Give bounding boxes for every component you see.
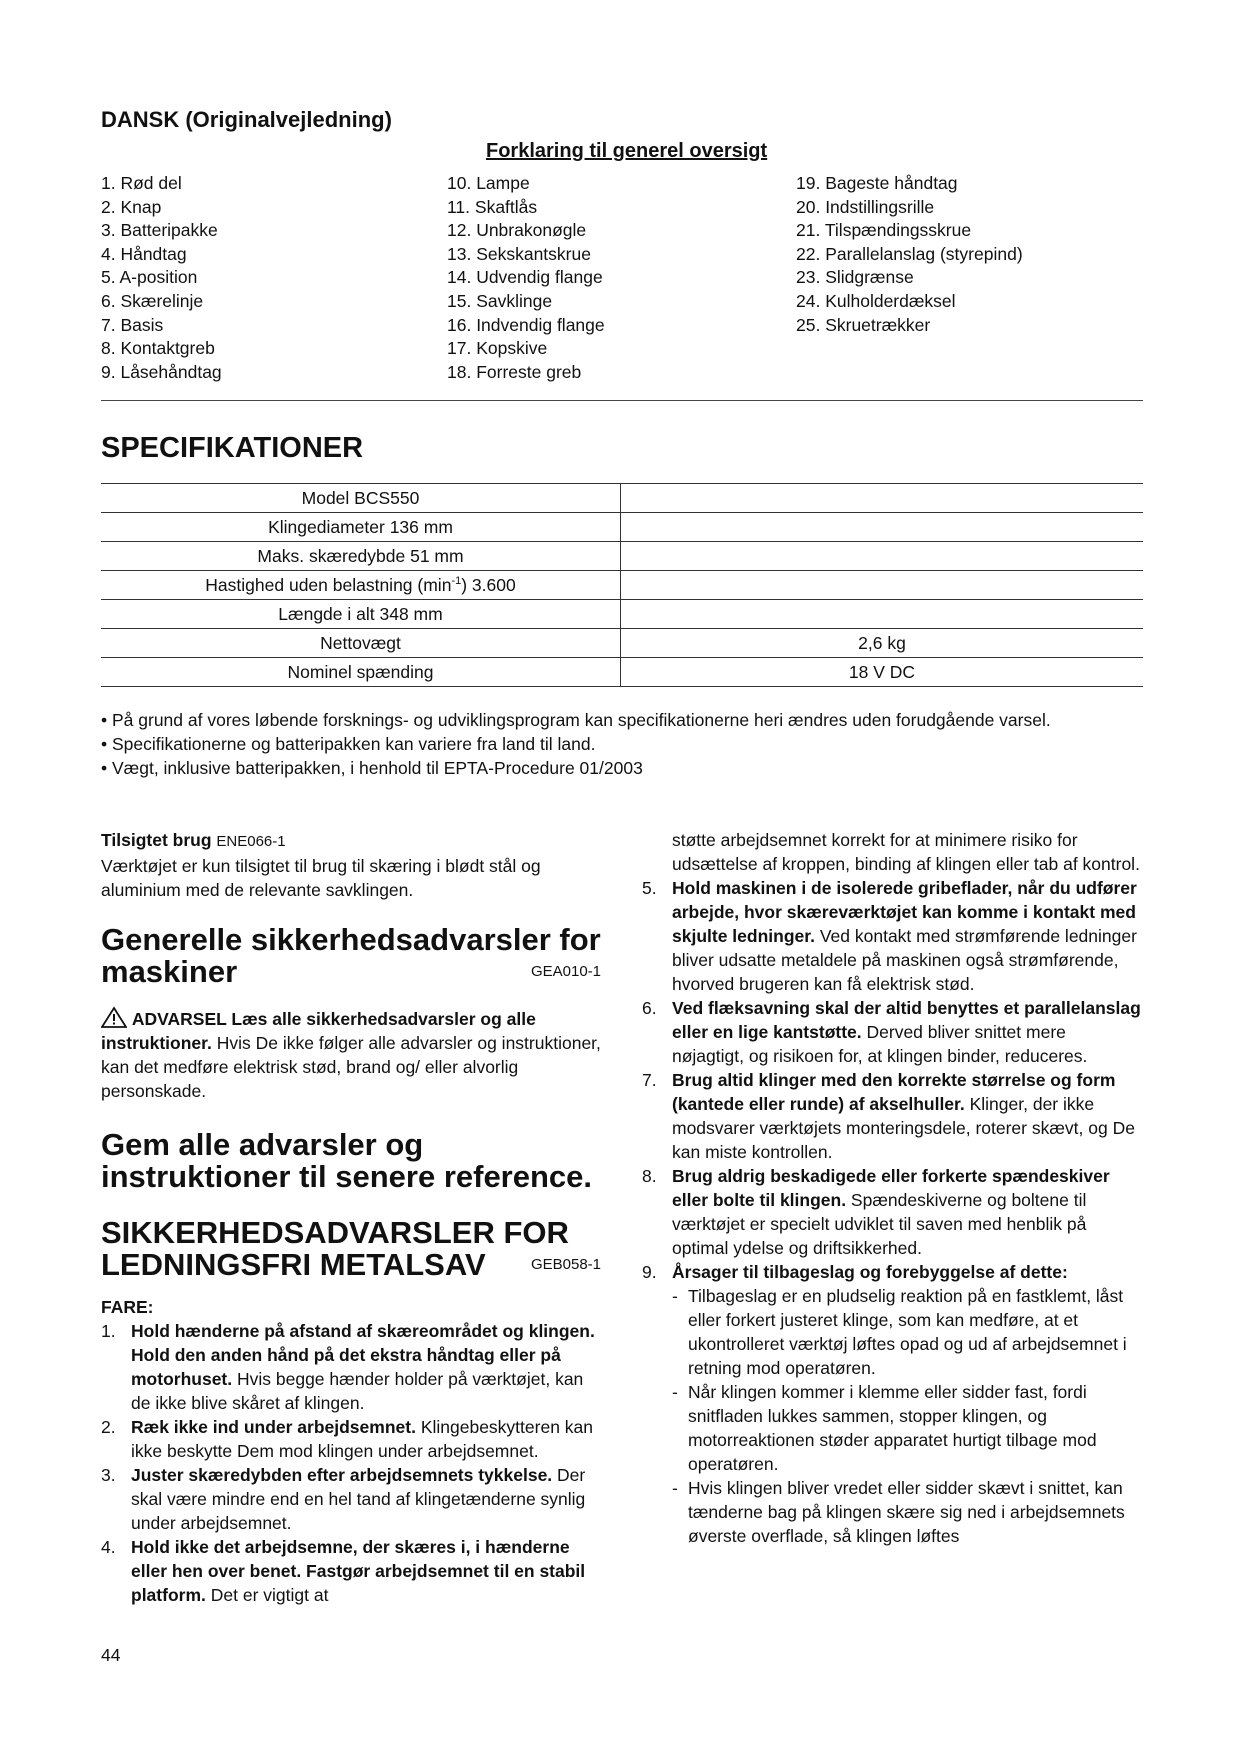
warning-paragraph xyxy=(101,1006,601,1103)
spec-label: Maks. skæredybde 51 mm xyxy=(101,542,621,571)
intended-use-text: Værktøjet er kun tilsigtet til brug til skæring i blødt stål og aluminium med de relevante savklingen. xyxy=(101,856,541,900)
item-number: 7. xyxy=(642,1070,657,1090)
list-item xyxy=(642,996,1142,1068)
list-item: 2. Knap xyxy=(101,196,162,217)
spec-label: Model BCS550 xyxy=(101,484,621,513)
list-item xyxy=(642,1260,1142,1284)
overview-col-3 xyxy=(796,172,1023,337)
item-text: Ved kontakt med strømførende ledninger bliver udsatte metaldele på maskinen også strømførende, hvorved brugeren kan få elektrisk stød. xyxy=(672,926,1137,994)
note-item: • Specifikationerne og batteripakken kan variere fra land til land. xyxy=(101,734,596,754)
danger-label: FARE: xyxy=(101,1297,154,1317)
item-bold: Årsager til tilbageslag og forebyggelse af dette: xyxy=(672,1262,1068,1282)
spec-label-text: Hastighed uden belastning (min xyxy=(205,574,452,595)
note-item: • På grund af vores løbende forsknings- og udviklingsprogram kan specifikationerne heri ændres uden forudgående varsel. xyxy=(101,710,1051,730)
spec-value xyxy=(621,542,1144,571)
list-item: 21. Tilspændingsskrue xyxy=(796,220,972,241)
save-instructions-title: Gem alle advarsler og instruktioner til senere reference. xyxy=(101,1127,593,1194)
item-text: Derved bliver snittet mere nøjagtigt, og risikoen for, at klingen binder, reduceres. xyxy=(672,1022,1088,1066)
list-item xyxy=(642,876,1142,996)
item-text: Klinger, der ikke modsvarer værktøjets monteringsdele, roterer skævt, og De kan miste kontrollen. xyxy=(672,1094,1135,1162)
page-number: 44 xyxy=(101,1645,121,1665)
cordless-safety-heading xyxy=(101,1217,601,1281)
table-row xyxy=(101,600,1143,629)
list-item: 15. Savklinge xyxy=(447,290,553,311)
continuation-text: støtte arbejdsemnet korrekt for at minimere risiko for udsættelse af kroppen, binding af klingen eller tab af kontrol. xyxy=(672,830,1140,874)
spec-label-tail: ) 3.600 xyxy=(461,574,516,595)
item-number: 1. xyxy=(101,1321,116,1341)
item-text: Klingebeskytteren kan ikke beskytte Dem mod klingen under arbejdsemnet. xyxy=(131,1417,594,1461)
intended-use-label: Tilsigtet brug xyxy=(101,830,212,850)
list-item: 12. Unbrakonøgle xyxy=(447,220,587,241)
list-item xyxy=(642,1068,1142,1164)
specs-table xyxy=(101,483,1143,687)
left-column xyxy=(101,828,601,1607)
language-heading: DANSK (Originalvejledning) xyxy=(101,107,392,132)
item-bold: Brug aldrig beskadigede eller forkerte spændeskiver eller bolte til klingen. xyxy=(672,1166,1110,1210)
list-item: 4. Håndtag xyxy=(101,243,187,264)
item-number: 4. xyxy=(101,1537,116,1557)
table-row xyxy=(101,513,1143,542)
spec-value: 2,6 kg xyxy=(621,629,1144,658)
cordless-code: GEB058-1 xyxy=(530,1256,601,1273)
item-number: 5. xyxy=(642,878,657,898)
general-title-line-1: Generelle sikkerhedsadvarsler for xyxy=(101,922,601,957)
table-row xyxy=(101,484,1143,513)
spec-value xyxy=(621,484,1144,513)
dash-text: Når klingen kommer i klemme eller sidder fast, fordi snitfladen lukkes sammen, stopper klingen, og motorreaktionen støder apparatet hurtigt tilbage mod operatøren. xyxy=(688,1382,1097,1474)
spec-value xyxy=(621,600,1144,629)
spec-value xyxy=(621,513,1144,542)
list-item: 11. Skaftlås xyxy=(447,196,538,217)
list-item: 22. Parallelanslag (styrepind) xyxy=(796,243,1023,264)
warning-bold: ADVARSEL Læs alle sikkerhedsadvarsler og alle instruktioner. xyxy=(101,1009,536,1053)
spec-superscript: -1 xyxy=(451,574,462,587)
spec-label: Klingediameter 136 mm xyxy=(101,513,621,542)
list-item xyxy=(101,1535,601,1607)
dash-item xyxy=(642,1284,1142,1380)
cordless-title-line-2: LEDNINGSFRI METALSAV xyxy=(101,1247,486,1282)
overview-title: Forklaring til generel oversigt xyxy=(486,140,768,162)
item-bold: Ræk ikke ind under arbejdsemnet. xyxy=(131,1417,416,1437)
list-item xyxy=(101,1463,601,1535)
list-item: 6. Skærelinje xyxy=(101,290,204,311)
dash-text: Tilbageslag er en pludselig reaktion på en fastklemt, låst eller forkert justeret klinge, som kan medføre, at et ukontrolleret værktøj løftes opad og ud af arbejdsemnet i retning mod operatøren. xyxy=(688,1286,1127,1378)
table-row xyxy=(101,571,1143,600)
item-bold: Juster skæredybden efter arbejdsemnets tykkelse. xyxy=(131,1465,553,1485)
list-item: 19. Bageste håndtag xyxy=(796,173,958,193)
list-item: 13. Sekskantskrue xyxy=(447,243,591,264)
warning-triangle-icon xyxy=(101,1006,127,1028)
item-number: 3. xyxy=(101,1465,116,1485)
table-row xyxy=(101,542,1143,571)
list-item: 17. Kopskive xyxy=(447,338,548,359)
spec-label: Nettovægt xyxy=(101,629,621,658)
spec-label: Nominel spænding xyxy=(101,658,621,687)
table-row xyxy=(101,629,1143,658)
overview-col-1 xyxy=(101,172,222,384)
list-item: 20. Indstillingsrille xyxy=(796,196,935,217)
list-item: 16. Indvendig flange xyxy=(447,314,605,335)
spec-label: Længde i alt 348 mm xyxy=(101,600,621,629)
spec-value: 18 V DC xyxy=(621,658,1144,687)
list-item: 3. Batteripakke xyxy=(101,220,218,241)
list-item: 9. Låsehåndtag xyxy=(101,361,222,382)
list-item xyxy=(101,1319,601,1415)
general-title-line-2: maskiner xyxy=(101,954,238,989)
item-bold: Hold ikke det arbejdsemne, der skæres i, i hænderne eller hen over benet. Fastgør arbejdsemnet til en stabil platform. xyxy=(131,1537,586,1605)
spec-label xyxy=(101,571,621,600)
dash-marker: - xyxy=(672,1478,678,1498)
item-number: 2. xyxy=(101,1417,116,1437)
item-bold: Brug altid klinger med den korrekte størrelse og form (kantede eller runde) af akselhuller. xyxy=(672,1070,1116,1114)
item-bold: Hold maskinen i de isolerede gribeflader, når du udfører arbejde, hvor skæreværktøjet kan komme i kontakt med skjulte ledninger. xyxy=(672,878,1137,946)
item-number: 8. xyxy=(642,1166,657,1186)
item-text: Spændeskiverne og boltene til værktøjet er specielt udviklet til saven med henblik på optimal ydelse og driftsikkerhed. xyxy=(672,1190,1087,1258)
list-item: 14. Udvendig flange xyxy=(447,267,603,288)
section-divider xyxy=(101,400,1143,401)
list-item: 23. Slidgrænse xyxy=(796,267,914,288)
list-item: 5. A-position xyxy=(101,267,198,288)
right-column xyxy=(642,828,1142,1548)
item-text: Det er vigtigt at xyxy=(205,1585,329,1605)
spec-value xyxy=(621,571,1144,600)
list-item: 18. Forreste greb xyxy=(447,361,582,382)
dash-marker: - xyxy=(672,1286,678,1306)
item-number: 6. xyxy=(642,998,657,1018)
overview-col-2 xyxy=(447,172,605,384)
item-text: Der skal være mindre end en hel tand af klingetænderne synlig under arbejdsemnet. xyxy=(131,1465,586,1533)
dash-item xyxy=(642,1380,1142,1476)
list-item: 7. Basis xyxy=(101,314,164,335)
dash-text: Hvis klingen bliver vredet eller sidder skævt i snittet, kan tænderne bag på klingen skære sig ned i arbejdsemnets øverste overflade, så klingen løftes xyxy=(688,1478,1125,1546)
list-item: 25. Skruetrækker xyxy=(796,314,931,335)
spec-notes xyxy=(101,708,1141,780)
list-item xyxy=(642,1164,1142,1260)
dash-marker: - xyxy=(672,1382,678,1402)
list-item xyxy=(101,1415,601,1463)
list-item: 24. Kulholderdæksel xyxy=(796,290,956,311)
list-item: 8. Kontaktgreb xyxy=(101,338,215,359)
item-number: 9. xyxy=(642,1262,657,1282)
list-item: 1. Rød del xyxy=(101,173,182,193)
item-bold: Hold hænderne på afstand af skæreområdet og klingen. Hold den anden hånd på det ekstra håndtag eller på motorhuset. xyxy=(131,1321,595,1389)
general-safety-heading xyxy=(101,924,601,988)
item-text: Hvis begge hænder holder på værktøjet, kan de ikke blive skåret af klingen. xyxy=(131,1369,584,1413)
cordless-title-line-1: SIKKERHEDSADVARSLER FOR xyxy=(101,1215,569,1250)
item-bold: Ved flæksavning skal der altid benyttes et parallelanslag eller en lige kantstøtte. xyxy=(672,998,1141,1042)
table-row xyxy=(101,658,1143,687)
list-item: 10. Lampe xyxy=(447,173,530,193)
specs-title: SPECIFIKATIONER xyxy=(101,432,364,464)
intended-use-code: ENE066-1 xyxy=(216,833,286,850)
general-code: GEA010-1 xyxy=(530,963,601,980)
warning-text: Hvis De ikke følger alle advarsler og instruktioner, kan det medføre elektrisk stød, brand og/ eller alvorlig personskade. xyxy=(101,1033,601,1101)
note-item: • Vægt, inklusive batteripakken, i henhold til EPTA-Procedure 01/2003 xyxy=(101,758,643,778)
dash-item xyxy=(642,1476,1142,1548)
